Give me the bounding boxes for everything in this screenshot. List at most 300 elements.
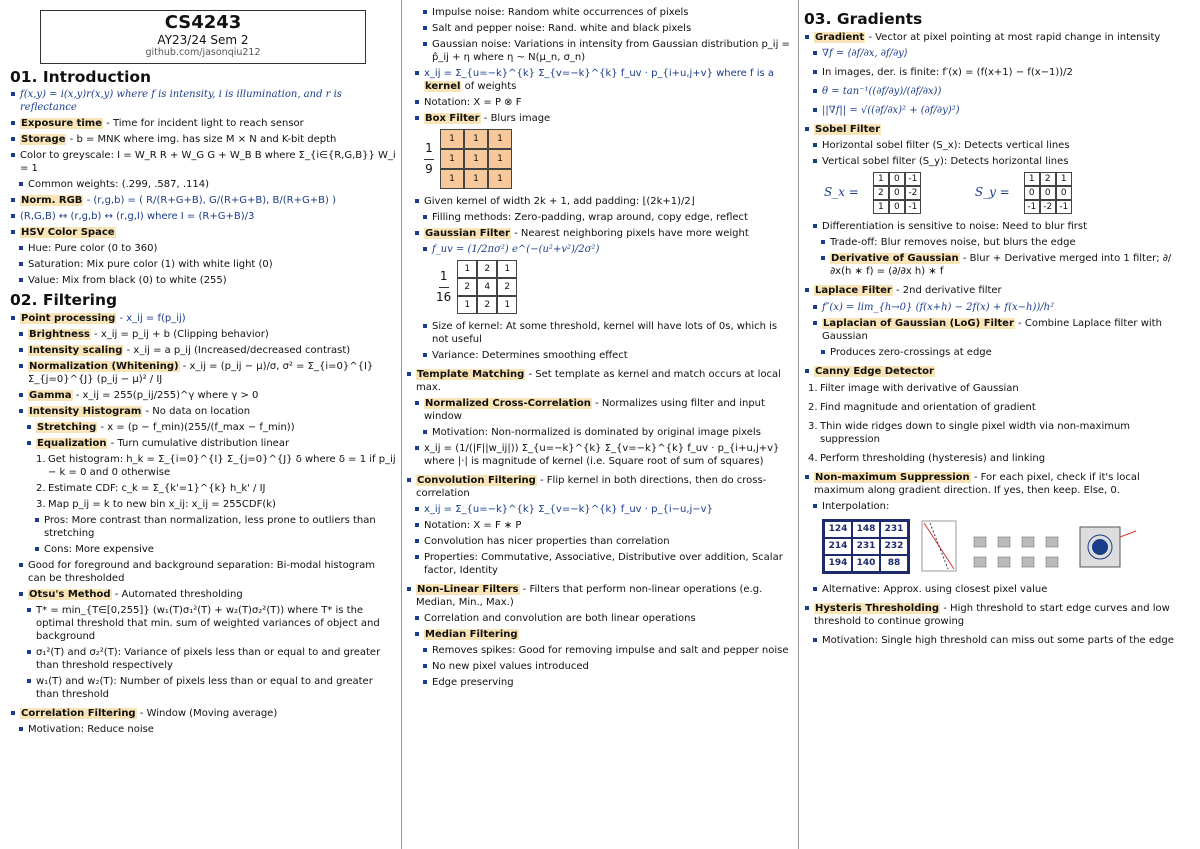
section-title-gradients: 03. Gradients (804, 10, 923, 28)
github-link[interactable]: github.com/jasonqiu212 (145, 47, 261, 59)
padding-list (406, 195, 792, 208)
item-text: Salt and pepper noise: Rand. white and black pixels (432, 23, 692, 34)
list-item (812, 139, 1190, 152)
list-item (422, 349, 792, 362)
gradient-sublist (804, 47, 1190, 117)
item-text: Filling methods: Zero-padding, wrap around, copy edge, reflect (432, 212, 748, 223)
item-text: of weights (461, 81, 517, 92)
sobel-cell: 1 (873, 200, 889, 214)
list-item (26, 675, 396, 701)
list-item (422, 644, 792, 657)
item-text: - High threshold to start edge curves and low threshold to continue growing (814, 602, 1170, 627)
column-3 (804, 6, 1190, 845)
item-text: Motivation: Non-normalized is dominated by original image pixels (432, 427, 761, 438)
ncc-sublist (406, 426, 792, 439)
sx-label: S_x = (824, 184, 859, 199)
item-text: x_ij = Σ_{u=−k}^{k} Σ_{v=−k}^{k} f_uv · p_{i+u,j+v} where f is a (424, 68, 774, 79)
kernel-fraction (436, 269, 451, 305)
kernel-cell: 1 (440, 169, 464, 189)
term-highlight: Template Matching (417, 369, 525, 380)
list-item (18, 178, 396, 191)
list-item (414, 112, 792, 125)
list-item (414, 519, 792, 532)
item-text: Properties: Commutative, Associative, Distributive over addition, Scalar factor, Identity (424, 552, 783, 576)
list-item: 3. Thin wide ridges down to single pixel width via non-maximum suppression (808, 420, 1131, 445)
list-item (422, 22, 792, 35)
kernel-cell: 1 (464, 169, 488, 189)
term-highlight: Normalization (Whitening) (29, 360, 179, 372)
list-item (812, 47, 1190, 60)
sublist (10, 559, 396, 601)
title-box (40, 10, 366, 64)
list-item (422, 6, 792, 19)
list-item (812, 155, 1190, 168)
formula: f″(x) = lim_{h→0} (f(x+h) − 2f(x) + f(x−h))/h² (822, 301, 1055, 313)
box-kernel-figure (424, 129, 792, 189)
fraction-denominator: 9 (425, 161, 433, 176)
list-item (422, 676, 792, 689)
neighbourhood-diagram (1070, 517, 1140, 577)
handwritten-grid (822, 519, 910, 574)
section-title-introduction: 01. Introduction (10, 67, 152, 86)
gauss-list (406, 227, 792, 240)
handwritten-cell: 88 (880, 555, 908, 572)
formula: θ = tan⁻¹((∂f/∂y)/(∂f/∂x)) (822, 85, 942, 97)
item-text: Notation: X = F ∗ P (424, 520, 522, 531)
item-text: Motivation: Single high threshold can miss out some parts of the edge (822, 634, 1174, 646)
handwritten-cell: 231 (880, 521, 908, 538)
list-item (804, 123, 1190, 136)
sobel-sublist (804, 139, 1190, 168)
gauss-kernel-grid (457, 260, 517, 314)
sobel-cell: 1 (873, 172, 889, 186)
filtering-list (10, 312, 396, 325)
kernel-cell: 2 (477, 296, 497, 314)
item-text: - x_ij = 255(p_ij/255)^γ where γ > 0 (72, 389, 259, 401)
term-highlight: Storage (21, 134, 66, 146)
pros-cons (10, 514, 396, 556)
formula: ||∇f|| = √((∂f/∂x)² + (∂f/∂y)²) (822, 104, 960, 116)
nonlinear-sublist (406, 612, 792, 641)
item-text: Impulse noise: Random white occurrences of pixels (432, 7, 689, 18)
list-item (18, 588, 396, 601)
item-text: In images, der. is finite: f′(x) = (f(x+1) − f(x−1))/2 (822, 66, 1073, 78)
kernel-fraction (424, 141, 434, 177)
item-text: Correlation and convolution are both linear operations (424, 613, 696, 624)
item-text: Variance: Determines smoothing effect (432, 350, 628, 361)
hysteresis-list (804, 602, 1190, 628)
list-item (804, 602, 1190, 628)
item-text: Motivation: Reduce noise (28, 723, 154, 735)
list-item (18, 405, 396, 418)
kernel-cell: 1 (457, 260, 477, 278)
median-sublist (406, 644, 792, 689)
list-item (18, 559, 396, 585)
laplace-sublist (804, 301, 1190, 343)
list-item (804, 284, 1190, 297)
list-item (18, 242, 396, 255)
sobel-cell: 2 (873, 186, 889, 200)
gradient-list (804, 31, 1190, 44)
item-text: - Set template as kernel and match occurs at local max. (416, 369, 781, 393)
item-text: Alternative: Approx. using closest pixel value (822, 583, 1048, 595)
item-text: Interpolation: (822, 500, 890, 512)
list-item: 3. Map p_ij = k to new bin x_ij: x_ij = 255CDF(k) (36, 498, 276, 510)
item-text: Common weights: (.299, .587, .114) (28, 179, 210, 191)
item-text: - No data on location (142, 405, 251, 417)
kernel-cell: 1 (464, 149, 488, 169)
item-text: - Nearest neighboring pixels have more weight (510, 228, 749, 239)
sobel-y-grid (1024, 172, 1072, 214)
ncc-eq-list (406, 442, 792, 468)
fraction-numerator: 1 (439, 268, 448, 283)
item-text: Notation: X = P ⊗ F (424, 97, 522, 108)
sobel-cell: 0 (1040, 186, 1056, 200)
term: AY23/24 Sem 2 (157, 32, 249, 47)
list-item (804, 365, 1190, 378)
item-text: - x = (p − f_min)(255/(f_max − f_min)) (97, 421, 295, 433)
term-highlight: Normalized Cross-Correlation (425, 398, 591, 409)
item-text: Good for foreground and background separation: Bi-modal histogram can be thresholded (28, 559, 376, 584)
item-text: (R,G,B) ↔ (r,g,b) ↔ (r,g,I) where I = (R+G+B)/3 (20, 211, 255, 223)
box-kernel-grid (440, 129, 512, 189)
kernel-cell: 4 (477, 278, 497, 296)
item-text: Map p_ij = k to new bin x_ij: x_ij = 255CDF(k) (48, 498, 276, 510)
list-item (10, 210, 396, 223)
term-highlight: Laplace Filter (815, 284, 892, 296)
item-text: Differentiation is sensitive to noise: Need to blur first (822, 220, 1088, 232)
kernel-cell: 1 (488, 149, 512, 169)
kernel-cell: 1 (440, 129, 464, 149)
handwritten-cell: 231 (852, 538, 880, 555)
list-item (422, 38, 792, 64)
list-item (34, 514, 396, 540)
item-text: Gaussian noise: Variations in intensity from Gaussian distribution p_ij = p̂_ij + η where η ~ N(μ_n, σ_n) (432, 39, 790, 63)
item-text: Value: Mix from black (0) to white (255) (28, 275, 227, 287)
list-item (414, 96, 792, 109)
list-item (414, 195, 792, 208)
term-highlight: Hysteris Thresholding (815, 602, 940, 614)
term-highlight: Brightness (29, 328, 90, 340)
term-highlight: Median Filtering (425, 629, 518, 640)
kernel-cell: 1 (457, 296, 477, 314)
handwritten-cell: 124 (824, 521, 852, 538)
kernel-cell: 1 (497, 260, 517, 278)
kernel-cell: 1 (488, 129, 512, 149)
item-text: - Combine Laplace filter with Gaussian (822, 317, 1162, 342)
sobel-x-grid (873, 172, 921, 214)
ncc-list (406, 397, 792, 423)
sobel-cell: 2 (1040, 172, 1056, 186)
term-highlight: Otsu's Method (29, 588, 111, 600)
template-list (406, 368, 792, 394)
item-text: - Blur + Derivative merged into 1 filter; ∂/∂x(h ∗ f) = (∂/∂x h) ∗ f (830, 252, 1172, 277)
term-highlight: Point processing (21, 312, 116, 324)
item-text: w₁(T) and w₂(T): Number of pixels less than or equal to and greater than threshold (36, 675, 373, 700)
list-item (812, 104, 1190, 117)
list-item (422, 320, 792, 346)
handwritten-cell: 194 (824, 555, 852, 572)
list-item (406, 583, 792, 609)
diff-sublist (804, 236, 1190, 278)
item-text: Hue: Pure color (0 to 360) (28, 243, 158, 255)
list-item (422, 211, 792, 224)
histogram-sublist (10, 421, 396, 450)
handwritten-cell: 140 (852, 555, 880, 572)
formula: f_uv = (1/2πσ²) e^(−(u²+v²)/2σ²) (432, 244, 600, 255)
sublist (10, 723, 396, 736)
list-item (804, 471, 1190, 497)
list-item: 4. Perform thresholding (hysteresis) and linking (808, 452, 1046, 464)
item-text: - Flip kernel in both directions, then do cross-correlation (416, 475, 767, 499)
item-text: - Normalizes using filter and input window (424, 398, 765, 422)
list-item (10, 226, 396, 239)
sobel-cell: 0 (889, 186, 905, 200)
item-text: σ₁²(T) and σ₂²(T): Variance of pixels less than or equal to and greater than threshold respectively (36, 646, 381, 671)
term-highlight: Canny Edge Detector (815, 365, 934, 377)
canny-steps (804, 382, 1190, 465)
fraction-numerator: 1 (425, 140, 433, 155)
canny-list (804, 365, 1190, 378)
term-highlight: Equalization (37, 437, 107, 449)
list-item (414, 67, 792, 93)
formula: f(x,y) = i(x,y)r(x,y) where f is intensity, i is illumination, and r is reflectance (20, 89, 342, 114)
item-text: Removes spikes: Good for removing impulse and salt and pepper noise (432, 645, 789, 656)
list-item (26, 604, 396, 643)
noise-list (406, 6, 792, 64)
item-text: Estimate CDF: c_k = Σ_{k'=1}^{k} h_k' / IJ (48, 482, 266, 494)
item-text: Saturation: Mix pure color (1) with white light (0) (28, 259, 273, 271)
item-text: - Automated thresholding (111, 588, 243, 600)
sobel-cell: -1 (1056, 200, 1072, 214)
list-item (422, 426, 792, 439)
list-item (406, 474, 792, 500)
list-item (18, 360, 396, 386)
list-item (414, 442, 792, 468)
course-title: CS4243 (164, 12, 242, 33)
item-text: Find magnitude and orientation of gradient (820, 401, 1036, 413)
term-highlight: Gaussian Filter (425, 228, 510, 239)
gauss-notes (406, 320, 792, 362)
term-highlight: Convolution Filtering (417, 475, 536, 486)
item-text: Trade-off: Blur removes noise, but blurs the edge (830, 236, 1076, 248)
list-item (18, 328, 396, 341)
term-highlight: Intensity Histogram (29, 405, 142, 417)
item-text: Filter image with derivative of Gaussian (820, 382, 1019, 394)
list-item (26, 421, 396, 434)
kernel-cell: 1 (488, 169, 512, 189)
handwritten-cell: 214 (824, 538, 852, 555)
sobel-cell: 0 (1056, 186, 1072, 200)
list-item (18, 274, 396, 287)
list-item (812, 85, 1190, 98)
sublist (10, 328, 396, 418)
list-item (414, 551, 792, 577)
item-text: - Time for incident light to reach sensor (103, 118, 304, 130)
term-highlight: HSV Color Space (21, 227, 115, 239)
kernel-cell: 2 (457, 278, 477, 296)
hysteresis-sublist (804, 634, 1190, 647)
list-item (812, 500, 1190, 513)
item-text: Edge preserving (432, 677, 514, 688)
sobel-cell: -1 (905, 200, 921, 214)
item-text: Thin wide ridges down to single pixel width via non-maximum suppression (820, 420, 1131, 445)
list-item (10, 133, 396, 146)
equalization-steps (20, 453, 396, 511)
sublist (10, 178, 396, 191)
list-item (26, 646, 396, 672)
list-item (414, 612, 792, 625)
list-item: 2. Estimate CDF: c_k = Σ_{k'=1}^{k} h_k' / IJ (36, 482, 266, 494)
section-title-filtering: 02. Filtering (10, 291, 118, 310)
term-highlight: Sobel Filter (815, 123, 881, 135)
list-item (18, 389, 396, 402)
correlation-list (406, 67, 792, 125)
sobel-cell: -2 (1040, 200, 1056, 214)
convolution-list (406, 474, 792, 500)
term-highlight: Non-Linear Filters (417, 584, 519, 595)
sobel-cell: 1 (1024, 172, 1040, 186)
list-item (820, 236, 1190, 249)
sobel-cell: -2 (905, 186, 921, 200)
list-item (812, 317, 1190, 343)
list-item (414, 628, 792, 641)
list-item: 1. Get histogram: h_k = Σ_{i=0}^{I} Σ_{j=0}^{J} δ where δ = 1 if p_ij − k = 0 and 0 otherwise (36, 453, 396, 478)
list-item (10, 194, 396, 207)
sobel-cell: 0 (1024, 186, 1040, 200)
item-text: x_ij = (1/(|F||w_ij|)) Σ_{u=−k}^{k} Σ_{v=−k}^{k} f_uv · p_{i+u,j+v} where |·| is magnitude of kernel (i.e. Square root of sum of squares) (424, 443, 780, 467)
sobel-cell: 1 (1056, 172, 1072, 186)
list-item: 2. Find magnitude and orientation of gradient (808, 401, 1036, 413)
item-text: Given kernel of width 2k + 1, add padding: ⌊(2k+1)/2⌋ (424, 196, 695, 207)
list-item (812, 634, 1190, 647)
item-text: Vertical sobel filter (S_y): Detects horizontal lines (822, 155, 1069, 167)
list-item (414, 503, 792, 516)
list-item (812, 66, 1190, 79)
term-highlight: Correlation Filtering (21, 707, 136, 719)
item-text: Size of kernel: At some threshold, kernel will have lots of 0s, which is not useful (432, 321, 778, 345)
term-highlight: Intensity scaling (29, 344, 123, 356)
item-text: No new pixel values introduced (432, 661, 589, 672)
list-item: 1. Filter image with derivative of Gaussian (808, 382, 1019, 394)
formula: ∇f = ⟨∂f/∂x, ∂f/∂y⟩ (822, 47, 908, 59)
otsu-sublist (10, 604, 396, 701)
list-item (18, 258, 396, 271)
list-item (414, 227, 792, 240)
item-text: - x_ij = f(p_ij) (116, 312, 186, 324)
alt-list (804, 583, 1190, 596)
list-item (26, 437, 396, 450)
introduction-list (10, 88, 396, 175)
term-highlight: Non-maximum Suppression (815, 471, 970, 483)
log-sublist (804, 346, 1190, 359)
nms-list (804, 471, 1190, 497)
fraction-denominator: 16 (436, 289, 452, 304)
sobel-cell: 0 (889, 200, 905, 214)
term-highlight: Exposure time (21, 118, 102, 130)
item-text: - For each pixel, check if it's local maximum along gradient direction. If yes, then keep. Else, 0. (814, 471, 1140, 496)
list-item (414, 397, 792, 423)
handwritten-cell: 148 (852, 521, 880, 538)
item-text: - x_ij = (p_ij − μ)/σ, σ² = Σ_{i=0}^{I} Σ_{j=0}^{J} (p_ij − μ)² / IJ (28, 360, 374, 385)
column-divider (798, 0, 799, 849)
term-highlight: Derivative of Gaussian (831, 252, 959, 264)
item-text: Color to greyscale: I = W_R R + W_G G + W_B B where Σ_{i∈{R,G,B}} W_i = 1 (20, 150, 396, 175)
filtering-list-2 (10, 707, 396, 720)
list-item (812, 583, 1190, 596)
term-highlight: Box Filter (425, 113, 480, 124)
gauss-eq-list (406, 243, 792, 256)
item-text: Horizontal sobel filter (S_x): Detects vertical lines (822, 139, 1070, 151)
list-item (406, 368, 792, 394)
kernel-cell: 1 (440, 149, 464, 169)
item-text: x_ij = Σ_{u=−k}^{k} Σ_{v=−k}^{k} f_uv · p_{i−u,j−v} (424, 504, 713, 515)
item-text: Convolution has nicer properties than correlation (424, 536, 670, 547)
kernel-cell: 2 (497, 278, 517, 296)
item-text: - Vector at pixel pointing at most rapid change in intensity (865, 31, 1161, 43)
kernel-cell: 2 (477, 260, 497, 278)
item-text: - Window (Moving average) (136, 707, 278, 719)
item-text: - x_ij = p_ij + b (Clipping behavior) (90, 328, 269, 340)
gauss-kernel-figure (436, 260, 792, 314)
list-item (18, 344, 396, 357)
fill-list (406, 211, 792, 224)
item-text: - 2nd derivative filter (892, 284, 1002, 296)
item-text: - Filters that perform non-linear operations (e.g. Median, Min., Max.) (416, 584, 763, 608)
item-text: - Turn cumulative distribution linear (107, 437, 290, 449)
nms-sublist (804, 500, 1190, 513)
handwritten-cell: 232 (880, 538, 908, 555)
sobel-cell: -1 (905, 172, 921, 186)
sobel-list (804, 123, 1190, 136)
hsv-sublist (10, 242, 396, 287)
gradient-line-diagram (920, 517, 960, 577)
item-text: Produces zero-crossings at edge (830, 346, 992, 358)
term-highlight: Gamma (29, 389, 72, 401)
convolution-sublist (406, 503, 792, 577)
sobel-cell: 0 (889, 172, 905, 186)
term-highlight: Gradient (815, 31, 865, 43)
column-2 (406, 6, 792, 845)
list-item (34, 543, 396, 556)
list-item (18, 723, 396, 736)
term-highlight: Laplacian of Gaussian (LoG) Filter (823, 317, 1014, 329)
list-item (812, 301, 1190, 314)
list-item (10, 149, 396, 175)
item-text: - x_ij = a p_ij (Increased/decreased contrast) (123, 344, 351, 356)
introduction-list-2 (10, 194, 396, 239)
interpolation-figures (822, 517, 1190, 577)
item-text: Pros: More contrast than normalization, less prone to outliers than stretching (44, 514, 376, 539)
list-item (414, 535, 792, 548)
term-highlight: Stretching (37, 421, 97, 433)
list-item (804, 31, 1190, 44)
column-1 (10, 6, 396, 845)
list-item (422, 660, 792, 673)
diff-list (804, 220, 1190, 233)
item-text: - Blurs image (480, 113, 551, 124)
list-item (10, 312, 396, 325)
item-text: Cons: More expensive (44, 543, 154, 555)
term-highlight: Norm. RGB (21, 195, 83, 207)
list-item (10, 117, 396, 130)
list-item (10, 707, 396, 720)
term-highlight: kernel (425, 81, 461, 92)
list-item (422, 243, 792, 256)
item-text: Get histogram: h_k = Σ_{i=0}^{I} Σ_{j=0}^{J} δ where δ = 1 if p_ij − k = 0 and 0 otherwise (48, 453, 396, 478)
list-item (820, 346, 1190, 359)
laplace-list (804, 284, 1190, 297)
